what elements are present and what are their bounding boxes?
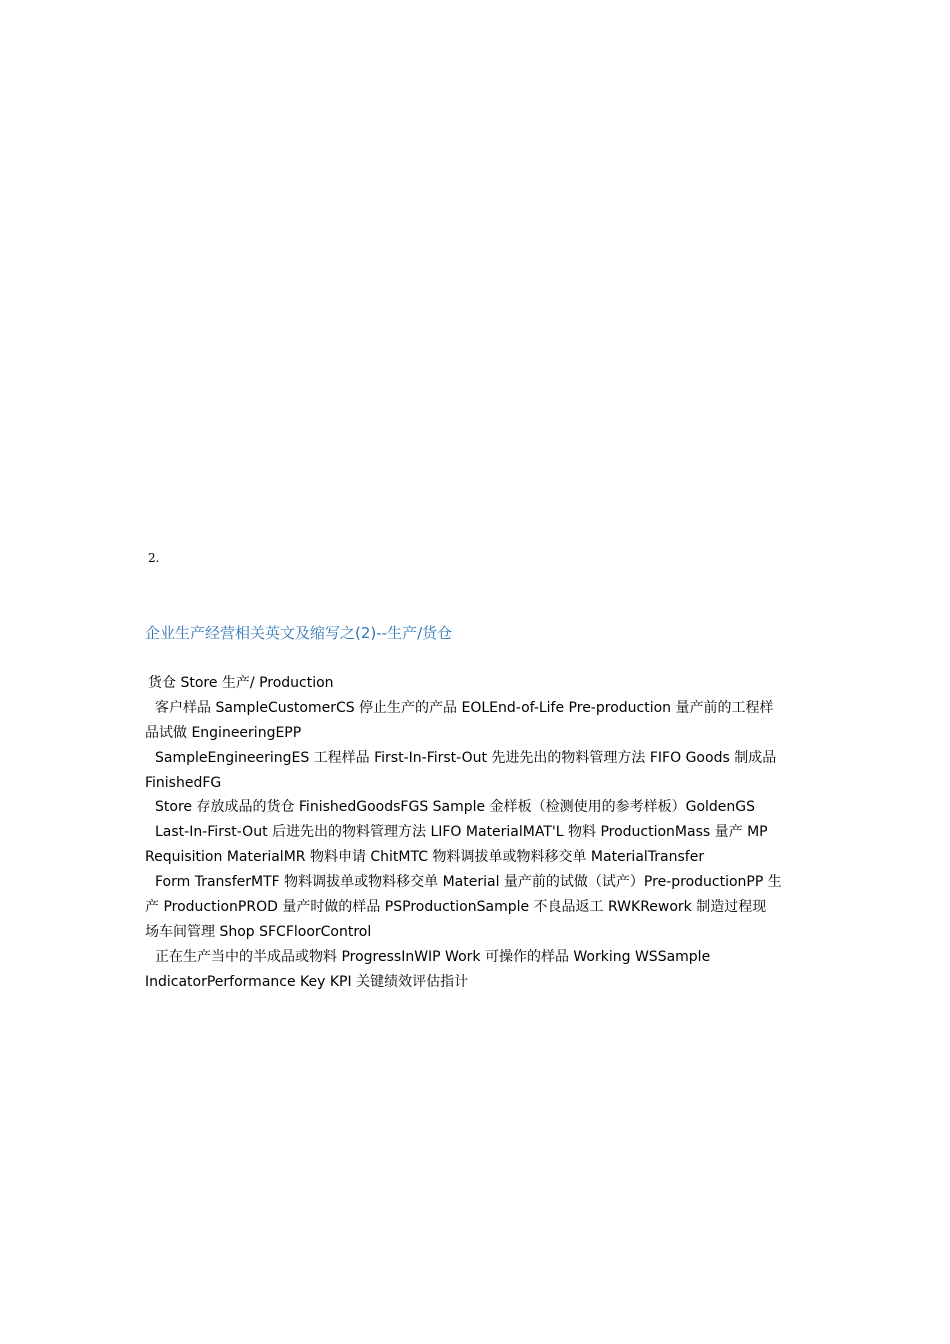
list-number: 2. [148,551,160,565]
text-line: IndicatorPerformance Key KPI 关键绩效评估指计 [145,973,469,990]
section-title: 企业生产经营相关英文及缩写之(2)--生产/货仓 [145,624,453,642]
text-line: 正在生产当中的半成品或物料 ProgressInWIP Work 可操作的样品 Working WSSample [155,948,711,965]
text-line: Store 存放成品的货仓 FinishedGoodsFGS Sample 金样板（检测使用的参考样板）GoldenGS [155,799,756,816]
text-line: 产 ProductionPROD 量产时做的样品 PSProductionSample 不良品返工 RWKRework 制造过程现 [145,899,767,916]
text-line: Form TransferMTF 物料调拔单或物料移交单 Material 量产前的试做（试产）Pre-productionPP 生 [155,874,782,891]
body-paragraph [145,671,810,995]
text-line: 客户样品 SampleCustomerCS 停止生产的产品 EOLEnd-of-Life Pre-production 量产前的工程样 [155,699,774,716]
text-line: 品试做 EngineeringEPP [145,724,302,741]
text-line: FinishedFG [145,774,222,791]
text-line: SampleEngineeringES 工程样品 First-In-First-Out 先进先出的物料管理方法 FIFO Goods 制成品 [155,749,777,766]
text-line: Last-In-First-Out 后进先出的物料管理方法 LIFO MaterialMAT'L 物料 ProductionMass 量产 MP [155,824,768,841]
text-line: 场车间管理 Shop SFCFloorControl [145,923,372,940]
text-line: Requisition MaterialMR 物料申请 ChitMTC 物料调拔单或物料移交单 MaterialTransfer [145,849,705,866]
text-line: 货仓 Store 生产/ Production [148,675,334,691]
